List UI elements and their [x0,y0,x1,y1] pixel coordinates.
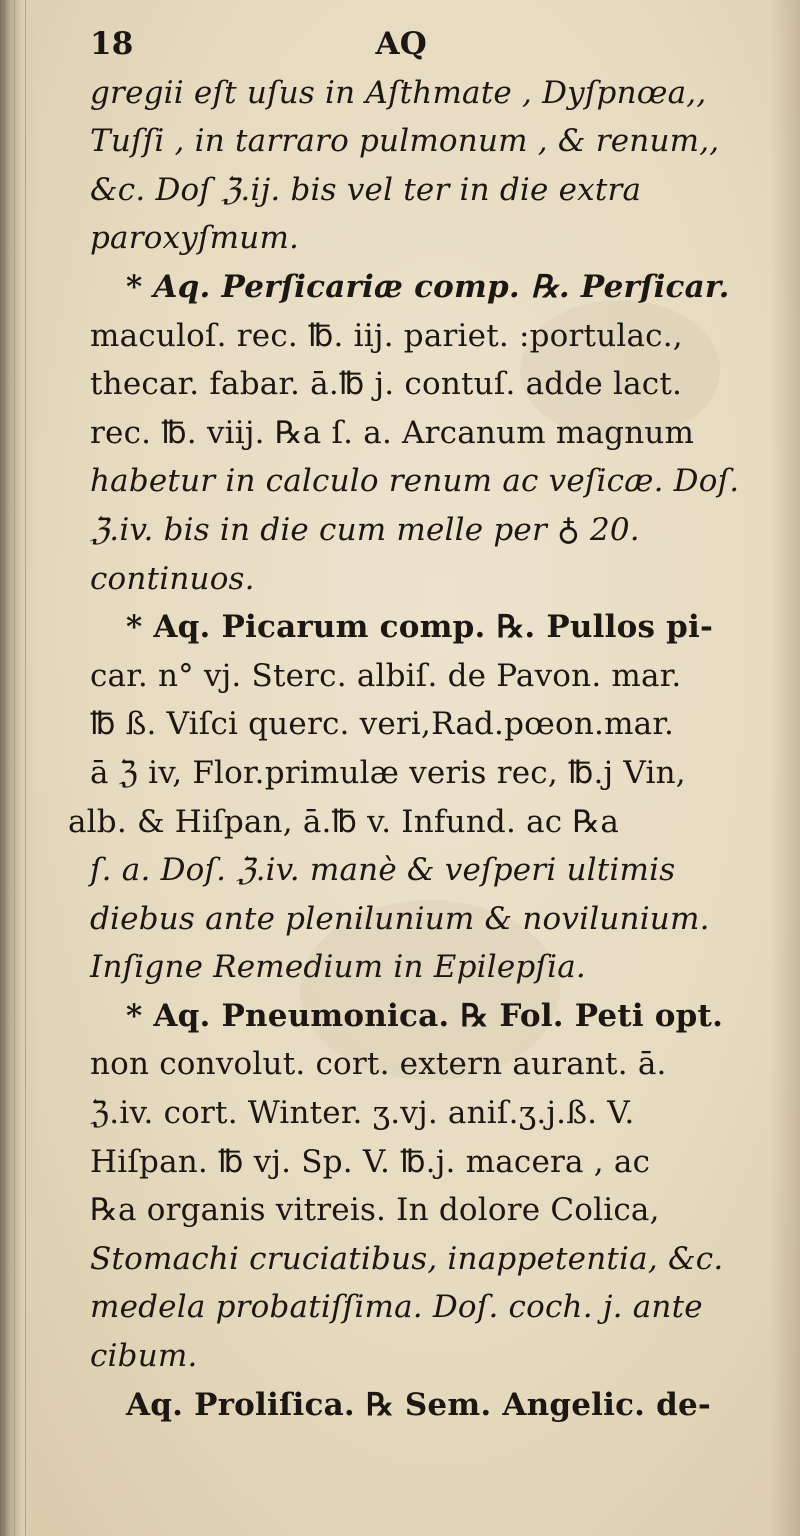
page-number: 18 [90,26,134,62]
recipe-heading: * Aq. Pneumonica. ℞ Fol. Peti opt. [126,997,724,1034]
page-text [68,20,780,1429]
text-line: medela probatiſſima. Doſ. coch. j. ante [90,1289,703,1326]
text-line: maculoſ. rec. ℔. iij. pariet. :portulac., [90,317,683,354]
text-line: ℨ.iv. cort. Winter. ʒ.vj. aniſ.ʒ.j.ß. V. [90,1095,635,1132]
recipe-heading: Aq. Proliſica. ℞ Sem. Angelic. de- [126,1386,711,1423]
text-line: rec. ℔. viij. ℞a ſ. a. Arcanum magnum [90,414,695,451]
text-line: Tuſſi , in tarraro pulmonum , & renum,, [90,123,720,160]
gutter-line [4,0,5,1536]
gutter-line [25,0,26,1536]
text-line: Stomachi cruciatibus, inappetentia, &c. [90,1240,724,1277]
text-line: Inſigne Remedium in Epilepſia. [90,949,586,986]
text-line: Hiſpan. ℔ vj. Sp. V. ℔.j. macera , ac [90,1143,651,1180]
text-line: diebus ante plenilunium & novilunium. [90,900,710,937]
text-line: car. n° vj. Sterc. albiſ. de Pavon. mar. [90,657,682,694]
text-line: ℨ.iv. bis in die cum melle per ♁ 20. [90,511,640,548]
text-line: non convolut. cort. extern aurant. ā. [90,1046,667,1083]
text-line: ā ℨ iv, Flor.primulæ veris rec, ℔.j Vin, [90,754,686,791]
recipe-heading: * Aq. Perſicariæ comp. ℞. Perſicar. [126,268,730,305]
text-line: &c. Doſ ℨ.ij. bis vel ter in die extra [90,171,642,208]
text-line: alb. & Hiſpan, ā.℔ v. Infund. ac ℞a [68,803,620,840]
text-line: thecar. fabar. ā.℔ j. contuſ. adde lact. [90,366,683,403]
text-line: cibum. [90,1338,198,1375]
text-line: paroxyſmum. [90,220,300,257]
page-header [90,20,780,69]
gutter-line [14,0,15,1536]
text-line: gregii eſt uſus in Aſthmate , Dyſpnœa,, [90,74,707,111]
text-line: habetur in calculo renum ac veſicæ. Doſ. [90,463,740,500]
running-head: AQ [375,26,428,62]
text-line: continuos. [90,560,255,597]
page-left-edge [0,0,38,1536]
text-line: ſ. a. Doſ. ℨ.iv. manè & veſperi ultimis [90,852,676,889]
recipe-heading: * Aq. Picarum comp. ℞. Pullos pi- [126,609,714,646]
text-line: ℔ ß. Viſci querc. veri,Rad.pœon.mar. [90,706,675,743]
text-line: ℞a organis vitreis. In dolore Colica, [90,1192,660,1229]
